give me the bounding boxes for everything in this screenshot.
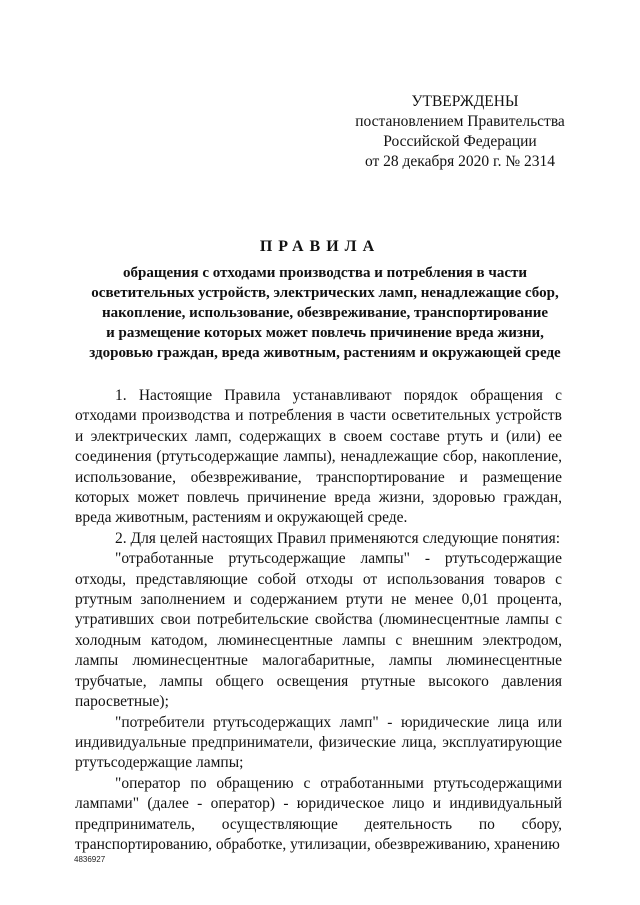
subtitle-line: и размещение которых может повлечь причинение вреда жизни, — [106, 325, 544, 341]
approval-stamp — [340, 92, 580, 172]
subtitle-line: здоровью граждан, вреда животным, растениям и окружающей среде — [89, 345, 561, 361]
definition-consumers: "потребители ртутьсодержащих ламп" - юридические лица или индивидуальные предприниматели, физические лица, эксплуатирующие ртутьсодержащие лампы; — [75, 713, 562, 772]
approval-line-3: от 28 декабря 2020 г. № 2314 — [364, 153, 556, 170]
paragraph-1: 1. Настоящие Правила устанавливают порядок обращения с отходами производства и потребления в части осветительных устройств и электрических ламп, содержащих в своем составе ртуть и (или) ее соединения (ртутьсодержащие лампы), ненадлежащие сбор, накопление, использование, обезвреживание, транспортирование и размещение которых может повлечь причинение вреда жизни, здоровью граждан, вреда животным, растениям и окружающей среде. — [75, 387, 562, 527]
document-body — [75, 386, 562, 855]
paragraph-2: 2. Для целей настоящих Правил применяются следующие понятия: — [115, 529, 561, 547]
approval-line-1: постановлением Правительства — [355, 113, 565, 130]
subtitle-line: обращения с отходами производства и потребления в части — [123, 265, 527, 281]
document-code: 4836927 — [74, 855, 106, 864]
subtitle-line: осветительных устройств, электрических ламп, ненадлежащие сбор, — [91, 285, 559, 301]
approval-line-2: Российской Федерации — [383, 133, 537, 150]
subtitle-line: накопление, использование, обезвреживание, транспортирование — [101, 305, 549, 321]
approval-title: УТВЕРЖДЕНЫ — [411, 93, 519, 110]
document-subtitle — [60, 263, 590, 363]
definition-spent-lamps: "отработанные ртутьсодержащие лампы" - ртутьсодержащие отходы, представляющие собой отходы от использования товаров с ртутным заполнением и содержанием ртути не менее 0,01 процента, утративших свои потребительские свойства (люминесцентные лампы с холодным катодом, люминесцентные лампы с внешним электродом, лампы люминесцентные малогабаритные, лампы люминесцентные трубчатые, лампы общего освещения ртутные высокого давления паросветные); — [75, 550, 562, 711]
document-title: ПРАВИЛА — [259, 238, 381, 255]
definition-operator: "оператор по обращению с отработанными ртутьсодержащими лампами" (далее - оператор) - юридическое лицо и индивидуальный предприниматель, осуществляющие деятельность по сбору, транспортированию, обработке, утилизации, обезвреживанию, хранению — [75, 774, 562, 853]
